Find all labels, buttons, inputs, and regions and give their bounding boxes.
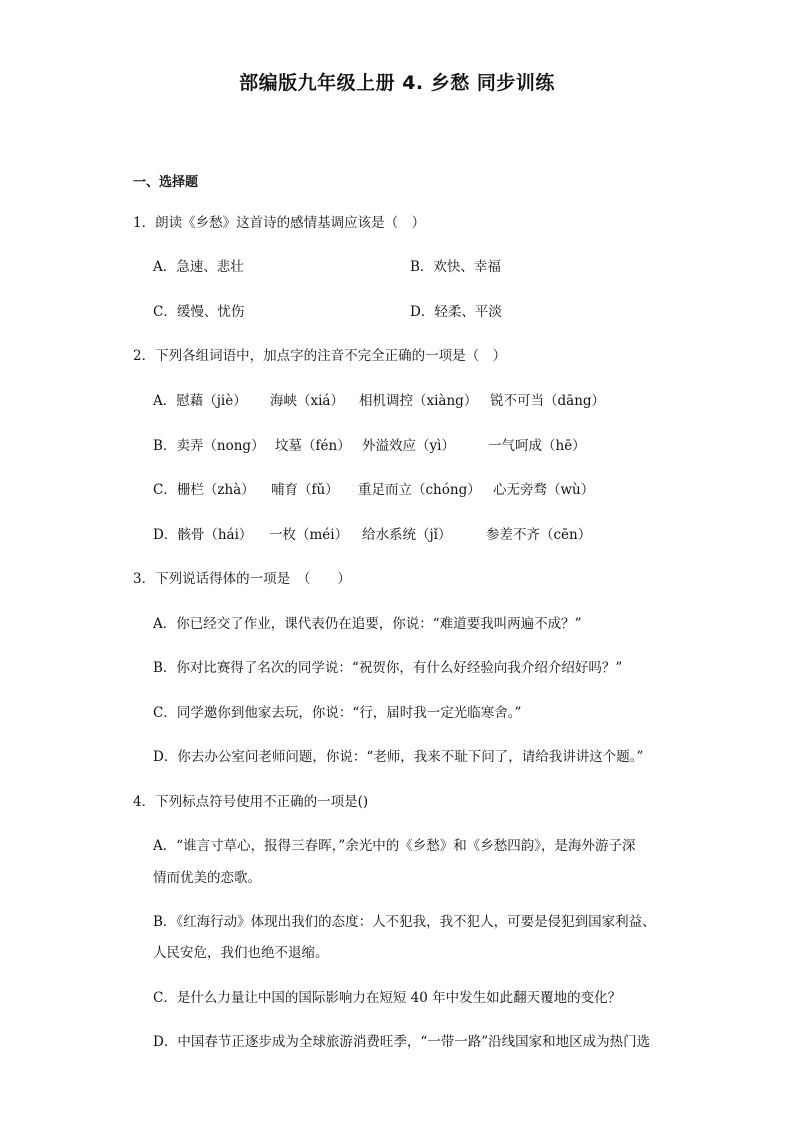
word-item: 心无旁骛（wù） — [493, 482, 595, 498]
word-item: 锐不可当（dāng） — [490, 393, 606, 409]
question-1-option-a: A．急速、悲壮 — [153, 259, 244, 275]
word-item: C．栅栏（zhà） — [153, 482, 255, 498]
question-3-option-a: A．你已经交了作业，课代表仍在追要，你说：“难道要我叫两遍不成？” — [153, 616, 582, 632]
question-2-option-c — [153, 481, 594, 499]
question-2-option-d — [153, 526, 591, 544]
word-item: 重足而立（chóng） — [358, 482, 481, 498]
question-3-option-d: D．你去办公室问老师问题，你说：“老师，我来不耻下问了，请给我讲讲这个题。” — [153, 749, 644, 765]
word-item: 相机调控（xiàng） — [359, 393, 478, 409]
section-heading: 一、选择题 — [133, 175, 199, 190]
question-4-option-a-line-1: A．“谁言寸草心，报得三春晖，”余光中的《乡愁》和《乡愁四韵》，是海外游子深 — [153, 838, 636, 854]
question-3-option-b: B．你对比赛得了名次的同学说：“祝贺你，有什么好经验向我介绍介绍好吗？” — [153, 660, 623, 676]
question-4-stem: 4．下列标点符号使用不正确的一项是() — [133, 794, 369, 810]
word-item: B．卖弄（nong） — [153, 438, 265, 454]
word-item: 一枚（méi） — [269, 527, 349, 543]
question-1-option-d: D．轻柔、平淡 — [410, 304, 502, 320]
word-item: 海峡（xiá） — [270, 393, 344, 409]
word-item: A．慰藉（jiè） — [153, 393, 247, 409]
word-item: D．骸骨（hái） — [153, 527, 253, 543]
question-1-option-c: C．缓慢、忧伤 — [153, 304, 245, 320]
word-item: 哺育（fǔ） — [271, 482, 339, 498]
question-3-option-c: C．同学邀你到他家去玩，你说：“行，届时我一定光临寒舍。” — [153, 705, 522, 721]
question-4-option-a-line-2: 情而优美的恋歌。 — [153, 870, 261, 886]
question-4-option-c: C．是什么力量让中国的国际影响力在短短 40 年中发生如此翻天覆地的变化？ — [153, 990, 622, 1006]
question-2-option-a — [153, 392, 605, 410]
question-3-stem: 3．下列说话得体的一项是 （ ） — [133, 571, 351, 587]
page-title: 部编版九年级上册 4. 乡愁 同步训练 — [239, 72, 555, 94]
question-4-option-b-line-1: B．《红海行动》体现出我们的态度：人不犯我，我不犯人，可要是侵犯到国家利益、 — [153, 914, 656, 930]
word-item: 外溢效应（yì） — [362, 438, 455, 454]
question-4-option-b-line-2: 人民安危，我们也绝不退缩。 — [153, 945, 329, 961]
word-item: 坟墓（fén） — [275, 438, 351, 454]
question-2-stem: 2．下列各组词语中，加点字的注音不完全正确的一项是（ ） — [133, 348, 507, 364]
word-item: 一气呵成（hē） — [488, 438, 586, 454]
question-1-option-b: B．欢快、幸福 — [410, 259, 501, 275]
question-1-stem: 1．朗读《乡愁》这首诗的感情基调应该是（ ） — [133, 215, 426, 231]
word-item: 参差不齐（cēn） — [486, 527, 592, 543]
question-4-option-d-line-1: D．中国春节正逐步成为全球旅游消费旺季，“一带一路”沿线国家和地区成为热门选 — [153, 1034, 651, 1050]
word-item: 给水系统（jǐ） — [362, 527, 452, 543]
question-2-option-b — [153, 437, 586, 455]
